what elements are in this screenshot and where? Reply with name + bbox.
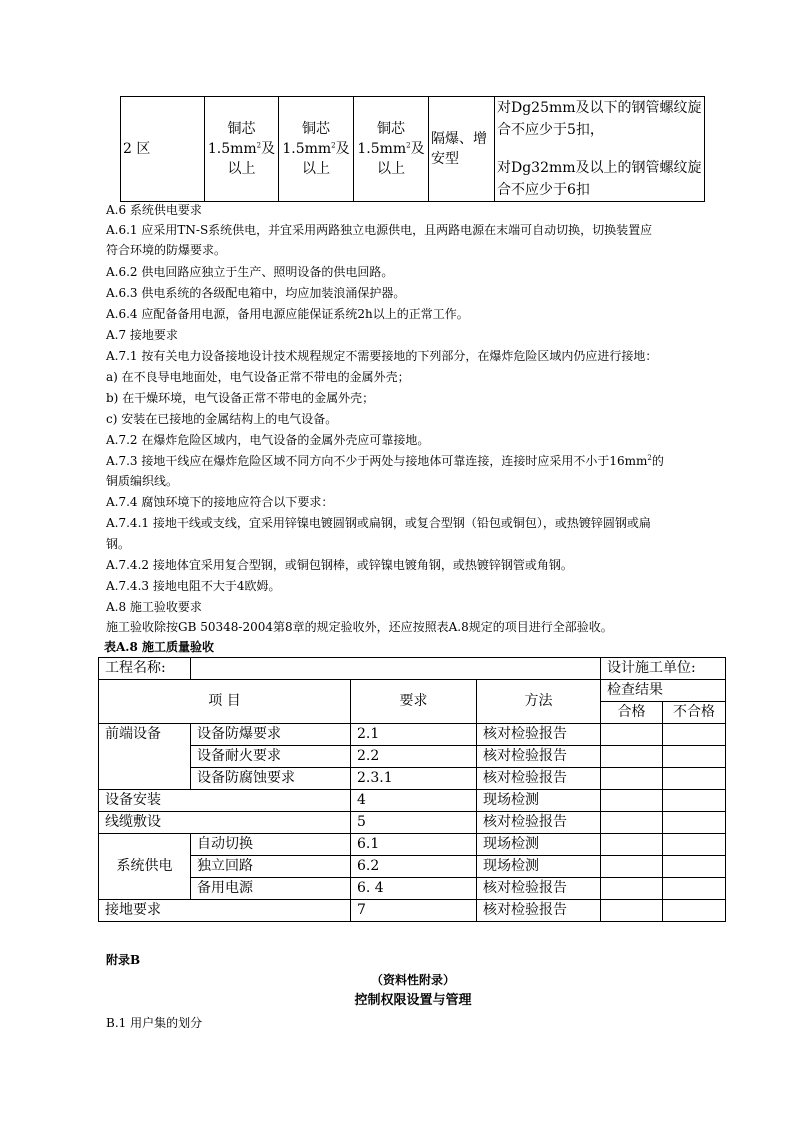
paragraph: 钢。 xyxy=(106,537,131,551)
copper-cell: 铜芯 $1.5mm^2$及 以上 xyxy=(205,97,279,202)
zone-cell: 2 区 xyxy=(121,97,205,202)
pass-cell xyxy=(601,812,663,834)
table-row xyxy=(99,878,726,900)
header-item: 项 目 xyxy=(99,680,351,724)
pass-cell xyxy=(601,856,663,878)
method-cell: 核对检验报告 xyxy=(477,812,601,834)
req-cell: 2.3.1 xyxy=(351,768,477,790)
fail-cell xyxy=(663,790,726,812)
table-title: 表A.8 施工质量验收 xyxy=(104,640,215,654)
table-row xyxy=(99,834,726,856)
paragraph: A.7.2 在爆炸危险区域内，电气设备的金属外壳应可靠接地。 xyxy=(106,433,430,447)
item-cell: 设备耐火要求 xyxy=(191,746,351,768)
paragraph: A.6.2 供电回路应独立于生产、照明设备的供电回路。 xyxy=(106,265,394,279)
acceptance-table xyxy=(98,657,726,922)
table-row xyxy=(99,724,726,746)
pass-cell xyxy=(601,900,663,922)
paragraph: A.6.4 应配备备用电源，备用电源应能保证系统2h以上的正常工作。 xyxy=(106,307,469,321)
table-row xyxy=(99,680,726,702)
table-row xyxy=(99,812,726,834)
unit-label: 设计施工单位: xyxy=(601,658,726,680)
pass-cell xyxy=(601,768,663,790)
paragraph: A.7.4 腐蚀环境下的接地应符合以下要求： xyxy=(106,495,334,509)
fail-cell xyxy=(663,746,726,768)
paragraph: A.7.3 接地干线应在爆炸危险区域不同方向不少于两处与接地体可靠连接，连接时应采用不小于$16mm^2$的 xyxy=(106,454,664,468)
fail-cell xyxy=(663,900,726,922)
table-row xyxy=(99,790,726,812)
paragraph: A.7.4.2 接地体宜采用复合型钢，或铜包钢棒，或锌镍电镀角钢，或热镀锌钢管或角钢。 xyxy=(106,558,573,572)
req-cell: 6.2 xyxy=(351,856,477,878)
paragraph: A.7.1 按有关电力设备接地设计技术规程规定不需要接地的下列部分，在爆炸危险区域内仍应进行接地： xyxy=(106,349,658,363)
appendix-title: 附录B xyxy=(106,953,141,967)
list-item: b) 在干燥环境，电气设备正常不带电的金属外壳； xyxy=(106,391,375,405)
fail-cell xyxy=(663,834,726,856)
header-req: 要求 xyxy=(351,680,477,724)
item-cell: 设备防腐蚀要求 xyxy=(191,768,351,790)
item-cell: 接地要求 xyxy=(99,900,351,922)
project-name-label: 工程名称: xyxy=(99,658,191,680)
item-cell: 设备防爆要求 xyxy=(191,724,351,746)
pass-cell xyxy=(601,878,663,900)
section-heading: A.7 接地要求 xyxy=(106,328,178,342)
pass-cell xyxy=(601,724,663,746)
fail-cell xyxy=(663,768,726,790)
appendix-heading: 控制权限设置与管理 xyxy=(354,993,472,1008)
fail-cell xyxy=(663,856,726,878)
section-heading: A.8 施工验收要求 xyxy=(106,600,202,614)
table-row xyxy=(121,97,705,202)
req-cell: 7 xyxy=(351,900,477,922)
item-cell: 备用电源 xyxy=(191,878,351,900)
appendix-subtitle: （资料性附录） xyxy=(370,973,455,987)
list-item: c) 安装在已接地的金属结构上的电气设备。 xyxy=(106,412,338,426)
paragraph: 铜质编织线。 xyxy=(106,474,179,488)
method-cell: 核对检验报告 xyxy=(477,724,601,746)
project-name-value xyxy=(191,658,601,680)
fail-cell xyxy=(663,878,726,900)
method-cell: 现场检测 xyxy=(477,834,601,856)
group-power: 系统供电 xyxy=(99,834,191,900)
header-result: 检查结果 xyxy=(601,680,726,702)
paragraph: A.7.4.3 接地电阻不大于4欧姆。 xyxy=(106,579,281,593)
table-row xyxy=(99,856,726,878)
item-cell: 设备安装 xyxy=(99,790,351,812)
copper-cell: 铜芯 $1.5mm^2$及 以上 xyxy=(354,97,429,202)
wiring-table xyxy=(120,96,705,202)
req-cell: 2.1 xyxy=(351,724,477,746)
req-cell: 2.2 xyxy=(351,746,477,768)
pass-cell xyxy=(601,746,663,768)
table-row xyxy=(99,746,726,768)
req-cell: 4 xyxy=(351,790,477,812)
table-row xyxy=(99,658,726,680)
paragraph: A.6.1 应采用TN-S系统供电，并宜采用两路独立电源供电，且两路电源在末端可自动切换，切换装置应 xyxy=(106,223,653,237)
requirement-cell: 对Dg25mm及以下的钢管螺纹旋合不应少于5扣， 对Dg32mm及以上的钢管螺纹旋合不应少于6扣 xyxy=(495,97,705,202)
method-cell: 现场检测 xyxy=(477,790,601,812)
paragraph: 符合环境的防爆要求。 xyxy=(106,243,227,257)
method-cell: 核对检验报告 xyxy=(477,746,601,768)
type-cell: 隔爆、增安型 xyxy=(429,97,495,202)
header-pass: 合格 xyxy=(601,702,663,724)
copper-cell: 铜芯 $1.5mm^2$及 以上 xyxy=(279,97,354,202)
pass-cell xyxy=(601,834,663,856)
paragraph: A.7.4.1 接地干线或支线，宜采用锌镍电镀圆钢或扁钢，或复合型钢（铅包或铜包），或热镀锌圆钢或扁 xyxy=(106,516,651,530)
table-row xyxy=(99,900,726,922)
header-fail: 不合格 xyxy=(663,702,726,724)
list-item: a) 在不良导电地面处，电气设备正常不带电的金属外壳； xyxy=(106,370,410,384)
fail-cell xyxy=(663,724,726,746)
method-cell: 核对检验报告 xyxy=(477,878,601,900)
method-cell: 核对检验报告 xyxy=(477,900,601,922)
paragraph: 施工验收除按GB 50348-2004第8章的规定验收外，还应按照表A.8规定的项目进行全部验收。 xyxy=(106,620,613,634)
item-cell: 独立回路 xyxy=(191,856,351,878)
req-cell: 5 xyxy=(351,812,477,834)
method-cell: 核对检验报告 xyxy=(477,768,601,790)
item-cell: 自动切换 xyxy=(191,834,351,856)
header-method: 方法 xyxy=(477,680,601,724)
pass-cell xyxy=(601,790,663,812)
paragraph: A.6.3 供电系统的各级配电箱中，均应加装浪涌保护器。 xyxy=(106,286,406,300)
fail-cell xyxy=(663,812,726,834)
group-front: 前端设备 xyxy=(99,724,191,790)
table-row xyxy=(99,768,726,790)
section-heading: A.6 系统供电要求 xyxy=(106,203,202,217)
section-heading: B.1 用户集的划分 xyxy=(106,1016,203,1030)
item-cell: 线缆敷设 xyxy=(99,812,351,834)
req-cell: 6. 4 xyxy=(351,878,477,900)
req-cell: 6.1 xyxy=(351,834,477,856)
method-cell: 现场检测 xyxy=(477,856,601,878)
